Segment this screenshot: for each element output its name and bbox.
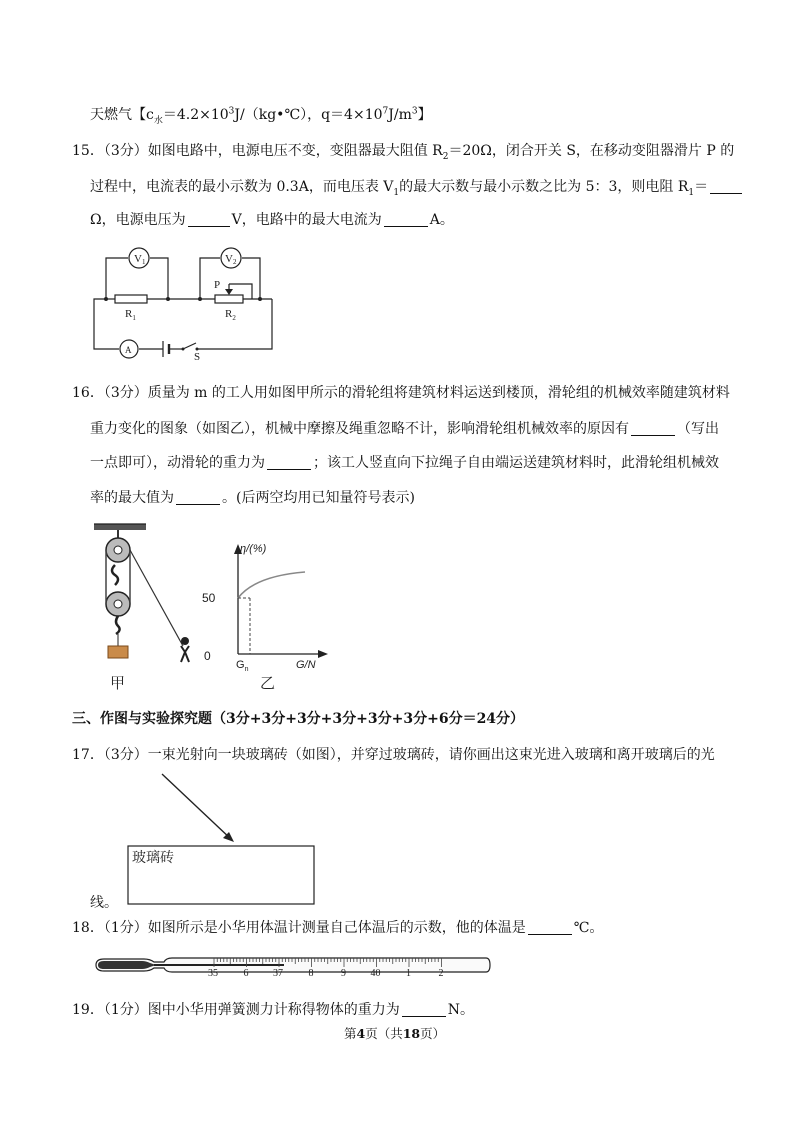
page-footer xyxy=(344,1025,445,1043)
text: 的最大示数与最小示数之比为 5：3，则电阻 R xyxy=(399,179,689,195)
q15-line1 xyxy=(72,142,734,160)
text: ＝ xyxy=(694,179,709,195)
text: ＝4.2×10 xyxy=(162,107,229,123)
p-label: P xyxy=(214,279,221,291)
q16-line1: 16．（3分）质量为 m 的工人用如图甲所示的滑轮组将建筑材料运送到楼顶，滑轮组的机械效率随建筑材料 xyxy=(72,385,730,401)
subscript: 1 xyxy=(688,187,695,198)
worker xyxy=(181,637,189,645)
text: Ω，电源电压为 xyxy=(90,212,186,228)
text: A。 xyxy=(429,212,454,228)
text: 率的最大值为 xyxy=(90,490,174,506)
formula-line xyxy=(90,106,432,124)
efficiency-graph xyxy=(200,538,330,692)
x-label: G/N xyxy=(296,659,316,671)
scale-label: 35 xyxy=(208,968,218,979)
answer-blank[interactable] xyxy=(631,421,675,436)
subscript: 2 xyxy=(442,151,449,162)
glass-brick-label: 玻璃砖 xyxy=(132,850,174,866)
mercury-column xyxy=(154,964,284,966)
superscript: 3 xyxy=(411,106,418,117)
pulley-diagram xyxy=(88,520,208,692)
scale-label: 8 xyxy=(308,968,314,979)
answer-blank[interactable] xyxy=(188,212,230,227)
q16-line3 xyxy=(90,454,719,472)
circuit-diagram xyxy=(88,244,288,360)
section-heading: 三、作图与实验探究题（3分+3分+3分+3分+3分+3分+6分＝24分） xyxy=(72,711,525,727)
text: 19．（1分）图中小华用弹簧测力计称得物体的重力为 xyxy=(72,1002,400,1018)
scale-label: 9 xyxy=(341,968,346,979)
origin-label: 0 xyxy=(204,649,211,663)
q19-line xyxy=(72,1001,474,1019)
resistor-r1 xyxy=(115,295,147,303)
y-label: η/(%) xyxy=(240,543,267,555)
light-ray xyxy=(162,774,232,840)
slider-arrow xyxy=(225,289,233,295)
text: 页（共 xyxy=(365,1026,403,1041)
q15-line2 xyxy=(90,178,744,196)
text: 重力变化的图象（如图乙），机械中摩擦及绳重忽略不计，影响滑轮组机械效率的原因有 xyxy=(90,421,629,437)
y-tick-50: 50 xyxy=(202,591,216,605)
scale-label: 1 xyxy=(406,968,411,979)
text: 18．（1分）如图所示是小华用体温计测量自己体温后的示数，他的体温是 xyxy=(72,920,526,936)
text: 。(后两空均用已知量符号表示) xyxy=(222,490,415,506)
page-number: 4 xyxy=(356,1026,366,1041)
subscript: 1 xyxy=(393,187,400,198)
rope xyxy=(130,550,183,646)
q16-line4 xyxy=(90,489,415,507)
hook xyxy=(112,565,118,585)
text: J/（kg•℃），q＝4×10 xyxy=(234,107,383,123)
scale-label: 37 xyxy=(273,968,283,979)
text: ；该工人竖直向下拉绳子自由端运送建筑材料时，此滑轮组机械效 xyxy=(313,455,719,471)
building-material xyxy=(108,646,128,658)
text: 15．（3分）如图电路中，电源电压不变，变阻器最大阻值 R xyxy=(72,143,443,159)
text: 】 xyxy=(417,107,432,123)
text: J/m xyxy=(388,107,412,123)
fig-yi-label: 乙 xyxy=(260,674,276,692)
mercury-bulb xyxy=(98,961,156,969)
glass-brick-diagram xyxy=(120,768,320,908)
page-total: 18 xyxy=(402,1026,421,1041)
fig-jia-label: 甲 xyxy=(110,674,126,692)
ceiling xyxy=(94,524,146,530)
r2-label: $R_2$ xyxy=(225,308,236,322)
answer-blank[interactable] xyxy=(710,179,742,194)
answer-blank[interactable] xyxy=(402,1002,446,1017)
scale-label: 2 xyxy=(438,968,444,979)
answer-blank[interactable] xyxy=(384,212,428,227)
v1-label: V1 xyxy=(134,253,146,266)
a-label: A xyxy=(125,345,132,355)
q17-line1: 17．（3分）一束光射向一块玻璃砖（如图），并穿过玻璃砖，请你画出这束光进入玻璃和离开玻璃后的光 xyxy=(72,747,715,763)
gn-label: $G_n$ xyxy=(236,659,249,673)
text: N。 xyxy=(447,1002,474,1018)
text: ℃。 xyxy=(573,920,604,936)
text: 页） xyxy=(420,1026,446,1041)
answer-blank[interactable] xyxy=(528,920,572,935)
efficiency-curve xyxy=(238,572,305,598)
superscript: 3 xyxy=(228,106,235,117)
r1-label: $R_1$ xyxy=(125,308,136,322)
thermometer xyxy=(92,950,494,980)
answer-blank[interactable] xyxy=(176,490,220,505)
q16-line2 xyxy=(90,420,719,438)
v2-label: V2 xyxy=(225,253,237,266)
q17-line2: 线。 xyxy=(90,895,118,911)
q15-line3 xyxy=(90,211,454,229)
subscript: 水 xyxy=(153,115,163,126)
s-label: S xyxy=(194,351,201,360)
text: 第 xyxy=(344,1026,357,1041)
q18-line xyxy=(72,919,603,937)
text: 一点即可），动滑轮的重力为 xyxy=(90,455,265,471)
scale-label: 40 xyxy=(370,968,381,979)
text: V，电路中的最大电流为 xyxy=(231,212,382,228)
text: 过程中，电流表的最小示数为 0.3A，而电压表 V xyxy=(90,179,394,195)
text: 天燃气【c xyxy=(90,107,154,123)
rheostat-r2 xyxy=(215,295,243,303)
answer-blank[interactable] xyxy=(267,455,311,470)
text: ＝20Ω，闭合开关 S，在移动变阻器滑片 P 的 xyxy=(448,143,735,159)
text: （写出 xyxy=(677,421,719,437)
scale-label: 6 xyxy=(243,968,249,979)
superscript: 7 xyxy=(382,106,389,117)
